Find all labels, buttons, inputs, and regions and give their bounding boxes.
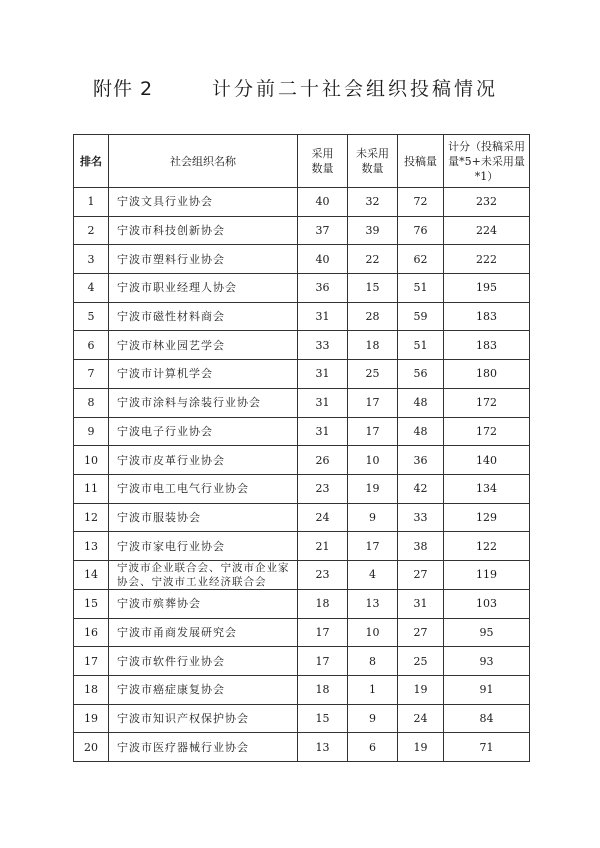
adopted-count-cell: 24 <box>298 503 348 532</box>
table-row <box>74 417 530 446</box>
table-row <box>74 618 530 647</box>
rank-cell: 2 <box>74 216 109 245</box>
adopted-count-cell: 31 <box>298 417 348 446</box>
table-row <box>74 446 530 475</box>
org-name-cell: 宁波市磁性材料商会 <box>109 302 298 331</box>
score-cell: 140 <box>444 446 530 475</box>
rank-cell: 12 <box>74 503 109 532</box>
not-adopted-count-cell: 19 <box>348 474 398 503</box>
submitted-count-cell: 59 <box>398 302 444 331</box>
org-name-cell: 宁波市科技创新协会 <box>109 216 298 245</box>
table-row <box>74 360 530 389</box>
not-adopted-count-cell: 1 <box>348 676 398 705</box>
submitted-count-cell: 51 <box>398 274 444 303</box>
col-header-org: 社会组织名称 <box>109 135 298 188</box>
rank-cell: 8 <box>74 388 109 417</box>
org-name-cell: 宁波市皮革行业协会 <box>109 446 298 475</box>
adopted-count-cell: 36 <box>298 274 348 303</box>
score-cell: 183 <box>444 302 530 331</box>
org-name-cell: 宁波市知识产权保护协会 <box>109 704 298 733</box>
rank-cell: 20 <box>74 733 109 762</box>
rank-cell: 16 <box>74 618 109 647</box>
org-name-cell: 宁波市癌症康复协会 <box>109 676 298 705</box>
not-adopted-count-cell: 10 <box>348 446 398 475</box>
org-name-cell: 宁波市电工电气行业协会 <box>109 474 298 503</box>
adopted-count-cell: 31 <box>298 302 348 331</box>
score-cell: 103 <box>444 589 530 618</box>
adopted-count-cell: 17 <box>298 647 348 676</box>
not-adopted-count-cell: 15 <box>348 274 398 303</box>
submitted-count-cell: 19 <box>398 733 444 762</box>
page-title: 计分前二十社会组织投稿情况 <box>212 78 499 100</box>
submitted-count-cell: 72 <box>398 188 444 217</box>
score-cell: 172 <box>444 388 530 417</box>
table-row <box>74 503 530 532</box>
score-cell: 134 <box>444 474 530 503</box>
document-header <box>0 74 600 104</box>
table-row <box>74 388 530 417</box>
org-name-cell: 宁波市服装协会 <box>109 503 298 532</box>
table-row <box>74 733 530 762</box>
col-header-rank: 排名 <box>74 135 109 188</box>
not-adopted-count-cell: 39 <box>348 216 398 245</box>
score-cell: 93 <box>444 647 530 676</box>
table-row <box>74 216 530 245</box>
org-name-cell: 宁波市医疗器械行业协会 <box>109 733 298 762</box>
score-cell: 91 <box>444 676 530 705</box>
ranking-table <box>73 134 530 762</box>
adopted-count-cell: 37 <box>298 216 348 245</box>
rank-cell: 19 <box>74 704 109 733</box>
not-adopted-count-cell: 10 <box>348 618 398 647</box>
submitted-count-cell: 76 <box>398 216 444 245</box>
table-row <box>74 474 530 503</box>
score-cell: 84 <box>444 704 530 733</box>
org-name-cell: 宁波市计算机学会 <box>109 360 298 389</box>
org-name-cell: 宁波市甬商发展研究会 <box>109 618 298 647</box>
rank-cell: 17 <box>74 647 109 676</box>
submitted-count-cell: 33 <box>398 503 444 532</box>
table-row <box>74 589 530 618</box>
not-adopted-count-cell: 22 <box>348 245 398 274</box>
rank-cell: 9 <box>74 417 109 446</box>
org-name-cell: 宁波市家电行业协会 <box>109 532 298 561</box>
not-adopted-count-cell: 32 <box>348 188 398 217</box>
table-row <box>74 188 530 217</box>
table-row <box>74 704 530 733</box>
adopted-count-cell: 31 <box>298 360 348 389</box>
score-cell: 195 <box>444 274 530 303</box>
score-cell: 71 <box>444 733 530 762</box>
submitted-count-cell: 27 <box>398 618 444 647</box>
table-row <box>74 245 530 274</box>
rank-cell: 6 <box>74 331 109 360</box>
org-name-cell: 宁波市职业经理人协会 <box>109 274 298 303</box>
not-adopted-count-cell: 17 <box>348 532 398 561</box>
score-cell: 232 <box>444 188 530 217</box>
org-name-cell: 宁波市软件行业协会 <box>109 647 298 676</box>
rank-cell: 3 <box>74 245 109 274</box>
table-row <box>74 331 530 360</box>
rank-cell: 1 <box>74 188 109 217</box>
score-cell: 129 <box>444 503 530 532</box>
table-row <box>74 676 530 705</box>
not-adopted-count-cell: 25 <box>348 360 398 389</box>
table-header-row <box>74 135 530 188</box>
adopted-count-cell: 21 <box>298 532 348 561</box>
not-adopted-count-cell: 9 <box>348 704 398 733</box>
submitted-count-cell: 24 <box>398 704 444 733</box>
submitted-count-cell: 19 <box>398 676 444 705</box>
rank-cell: 14 <box>74 560 109 589</box>
adopted-count-cell: 18 <box>298 676 348 705</box>
not-adopted-count-cell: 4 <box>348 560 398 589</box>
rank-cell: 5 <box>74 302 109 331</box>
submitted-count-cell: 56 <box>398 360 444 389</box>
table-body <box>74 188 530 762</box>
submitted-count-cell: 38 <box>398 532 444 561</box>
table-row <box>74 647 530 676</box>
submitted-count-cell: 27 <box>398 560 444 589</box>
not-adopted-count-cell: 18 <box>348 331 398 360</box>
not-adopted-count-cell: 13 <box>348 589 398 618</box>
table-row <box>74 532 530 561</box>
table-row <box>74 302 530 331</box>
rank-cell: 7 <box>74 360 109 389</box>
not-adopted-count-cell: 9 <box>348 503 398 532</box>
score-cell: 183 <box>444 331 530 360</box>
score-cell: 95 <box>444 618 530 647</box>
submitted-count-cell: 48 <box>398 388 444 417</box>
submitted-count-cell: 25 <box>398 647 444 676</box>
submitted-count-cell: 62 <box>398 245 444 274</box>
submitted-count-cell: 42 <box>398 474 444 503</box>
rank-cell: 4 <box>74 274 109 303</box>
adopted-count-cell: 13 <box>298 733 348 762</box>
adopted-count-cell: 18 <box>298 589 348 618</box>
submitted-count-cell: 31 <box>398 589 444 618</box>
adopted-count-cell: 15 <box>298 704 348 733</box>
adopted-count-cell: 33 <box>298 331 348 360</box>
rank-cell: 18 <box>74 676 109 705</box>
rank-cell: 15 <box>74 589 109 618</box>
adopted-count-cell: 23 <box>298 474 348 503</box>
adopted-count-cell: 26 <box>298 446 348 475</box>
org-name-cell: 宁波电子行业协会 <box>109 417 298 446</box>
score-cell: 119 <box>444 560 530 589</box>
not-adopted-count-cell: 17 <box>348 388 398 417</box>
attachment-label: 附件 2 <box>93 78 154 100</box>
org-name-cell: 宁波市涂料与涂装行业协会 <box>109 388 298 417</box>
not-adopted-count-cell: 28 <box>348 302 398 331</box>
score-cell: 172 <box>444 417 530 446</box>
col-header-adopted: 采用 数量 <box>298 135 348 188</box>
org-name-cell: 宁波文具行业协会 <box>109 188 298 217</box>
adopted-count-cell: 40 <box>298 188 348 217</box>
org-name-cell: 宁波市塑料行业协会 <box>109 245 298 274</box>
not-adopted-count-cell: 6 <box>348 733 398 762</box>
not-adopted-count-cell: 17 <box>348 417 398 446</box>
rank-cell: 13 <box>74 532 109 561</box>
score-cell: 122 <box>444 532 530 561</box>
col-header-not-adopted: 未采用 数量 <box>348 135 398 188</box>
score-cell: 224 <box>444 216 530 245</box>
score-cell: 180 <box>444 360 530 389</box>
col-header-score: 计分（投稿采用 量*5+未采用量 *1） <box>444 135 530 188</box>
col-header-submitted: 投稿量 <box>398 135 444 188</box>
org-name-cell: 宁波市企业联合会、宁波市企业家协会、宁波市工业经济联合会 <box>109 560 298 589</box>
rank-cell: 10 <box>74 446 109 475</box>
submitted-count-cell: 51 <box>398 331 444 360</box>
rank-cell: 11 <box>74 474 109 503</box>
adopted-count-cell: 23 <box>298 560 348 589</box>
score-cell: 222 <box>444 245 530 274</box>
submitted-count-cell: 48 <box>398 417 444 446</box>
adopted-count-cell: 31 <box>298 388 348 417</box>
table-row <box>74 274 530 303</box>
org-name-cell: 宁波市殡葬协会 <box>109 589 298 618</box>
org-name-cell: 宁波市林业园艺学会 <box>109 331 298 360</box>
submitted-count-cell: 36 <box>398 446 444 475</box>
adopted-count-cell: 40 <box>298 245 348 274</box>
not-adopted-count-cell: 8 <box>348 647 398 676</box>
adopted-count-cell: 17 <box>298 618 348 647</box>
table-row <box>74 560 530 589</box>
